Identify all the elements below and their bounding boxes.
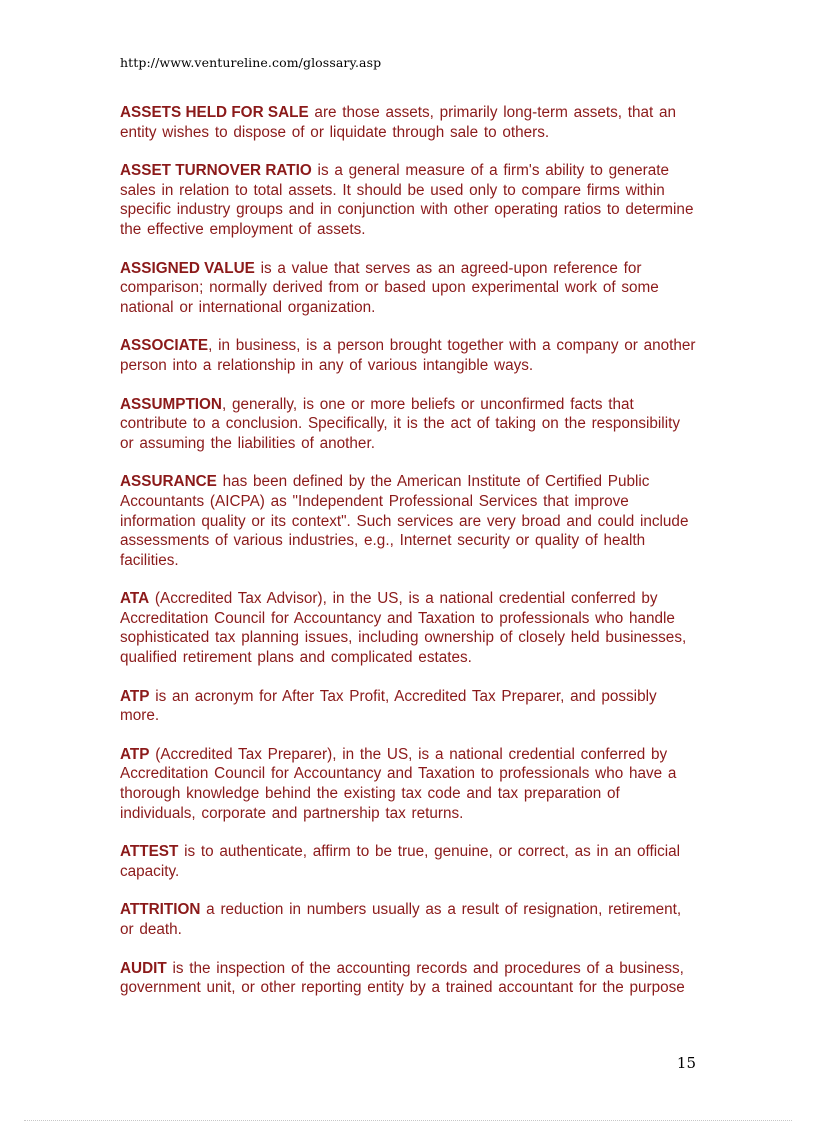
glossary-definition: , generally, is one or more beliefs or unconfirmed facts that contribute to a conclusion. Specifically, it is the act of taking on the responsibility or assuming the liabilities of another. (120, 395, 680, 452)
glossary-term: ATA (120, 590, 150, 608)
glossary-entries (120, 103, 698, 1017)
glossary-definition: a reduction in numbers usually as a result of resignation, retirement, or death. (120, 901, 682, 938)
glossary-term: ASSUMPTION (120, 395, 222, 413)
glossary-entry (120, 395, 698, 454)
glossary-entry (120, 589, 698, 667)
glossary-definition: , in business, is a person brought together with a company or another person into a relationship in any of various intangible ways. (120, 337, 696, 374)
glossary-term: ATP (120, 687, 150, 705)
glossary-entry (120, 842, 698, 881)
glossary-entry (120, 161, 698, 239)
glossary-entry (120, 259, 698, 318)
glossary-term: AUDIT (120, 959, 167, 977)
glossary-entry (120, 687, 698, 726)
source-url: http://www.ventureline.com/glossary.asp (120, 55, 382, 70)
glossary-term: ATP (120, 745, 150, 763)
glossary-term: ASSET TURNOVER RATIO (120, 162, 312, 180)
glossary-entry (120, 900, 698, 939)
glossary-term: ASSIGNED VALUE (120, 259, 255, 277)
glossary-term: ASSETS HELD FOR SALE (120, 104, 309, 121)
glossary-term: ATTRITION (120, 901, 201, 919)
page-bottom-divider (24, 1120, 792, 1121)
glossary-entry (120, 472, 698, 570)
glossary-entry (120, 745, 698, 823)
glossary-definition: is the inspection of the accounting records and procedures of a business, government unit, or other reporting entity by a trained accountant for the purpose (120, 959, 685, 997)
glossary-definition: has been defined by the American Institute of Certified Public Accountants (AICPA) as "Independent Professional Services that improve information quality or its context". Such services are very broad and could include assessments of various industries, e.g., Internet security or quality of health facilities. (120, 473, 689, 569)
glossary-definition: is a general measure of a firm's ability to generate sales in relation to total assets. It should be used only to compare firms within specific industry groups and in conjunction with other operating ratios to determine the effective employment of assets. (120, 162, 694, 238)
glossary-definition: is to authenticate, affirm to be true, genuine, or correct, as in an official capacity. (120, 843, 681, 880)
glossary-term: ASSOCIATE (120, 337, 209, 355)
glossary-term: ATTEST (120, 843, 179, 861)
glossary-entry (120, 959, 698, 998)
glossary-definition: is a value that serves as an agreed-upon reference for comparison; normally derived from or based upon experimental work of some national or international organization. (120, 259, 659, 316)
glossary-entry (120, 103, 698, 142)
glossary-definition: (Accredited Tax Advisor), in the US, is a national credential conferred by Accreditation Council for Accountancy and Taxation to professionals who handle sophisticated tax planning issues, including ownership of closely held businesses, qualified retirement plans and complicated estates. (120, 590, 687, 667)
glossary-definition: is an acronym for After Tax Profit, Accredited Tax Preparer, and possibly more. (120, 687, 657, 725)
glossary-term: ASSURANCE (120, 473, 217, 491)
glossary-definition: (Accredited Tax Preparer), in the US, is a national credential conferred by Accreditation Council for Accountancy and Taxation to professionals who have a thorough knowledge behind the existing tax code and tax preparation of individuals, corporate and partnership tax returns. (120, 745, 677, 822)
page-number: 15 (676, 1054, 696, 1072)
glossary-definition: are those assets, primarily long-term assets, that an entity wishes to dispose of or liquidate through sale to others. (120, 104, 677, 141)
glossary-entry (120, 336, 698, 375)
